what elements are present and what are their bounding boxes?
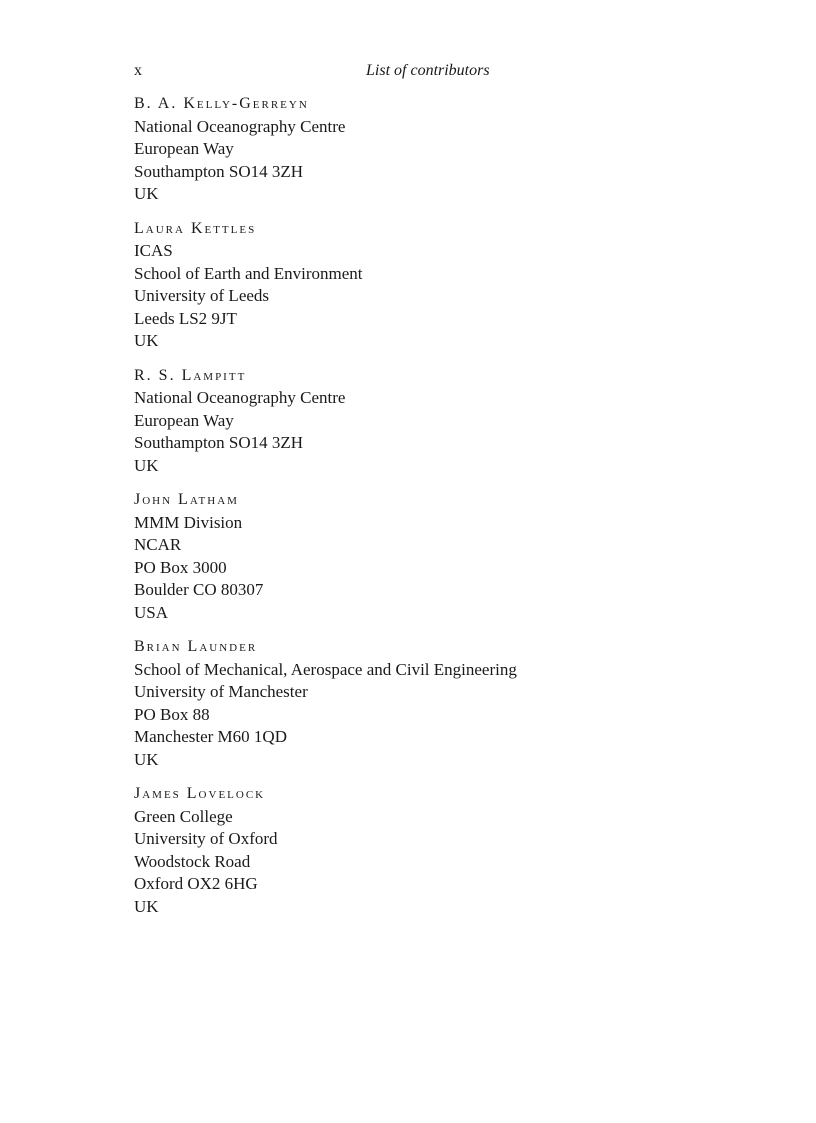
running-title: List of contributors (366, 62, 490, 79)
address-line: UK (134, 749, 159, 769)
contributor-list (134, 93, 694, 930)
address-line: School of Mechanical, Aerospace and Civil Engineering (134, 659, 517, 679)
address-line: National Oceanography Centre (134, 388, 346, 407)
address-line: NCAR (134, 535, 182, 554)
address-line: Southampton SO14 3ZH (134, 433, 304, 452)
address-line: Green College (134, 806, 233, 826)
address-line: UK (134, 455, 159, 475)
page-number: x (134, 62, 142, 79)
contributor-name: Brian Launder (134, 638, 258, 655)
address-line: PO Box 3000 (134, 557, 227, 577)
address-line: ICAS (134, 241, 173, 260)
address-line: University of Oxford (134, 829, 278, 848)
address-line: University of Leeds (134, 286, 270, 305)
contributor-entry (134, 783, 694, 918)
address-line: School of Earth and Environment (134, 263, 363, 283)
address-line: UK (134, 184, 159, 203)
address-line: Southampton SO14 3ZH (134, 161, 304, 181)
contributor-entry (134, 218, 694, 353)
address-line: Woodstock Road (134, 851, 251, 871)
contributor-name: Laura Kettles (134, 219, 257, 237)
contributor-name: James Lovelock (134, 785, 266, 802)
contributor-name: B. A. Kelly-Gerreyn (134, 95, 309, 112)
address-line: Oxford OX2 6HG (134, 874, 258, 893)
address-line: UK (134, 896, 159, 916)
address-line: National Oceanography Centre (134, 116, 346, 136)
contributor-entry (134, 93, 694, 206)
contributor-entry (134, 489, 694, 624)
address-line: Manchester M60 1QD (134, 727, 287, 746)
address-line: University of Manchester (134, 682, 308, 701)
address-line: UK (134, 331, 159, 350)
address-line: Leeds LS2 9JT (134, 308, 237, 328)
address-line: MMM Division (134, 512, 243, 532)
address-line: USA (134, 602, 169, 622)
address-line: Boulder CO 80307 (134, 580, 264, 599)
contributor-entry (134, 636, 694, 771)
running-head (134, 61, 674, 81)
address-line: European Way (134, 410, 234, 430)
contributor-entry (134, 365, 694, 478)
address-line: PO Box 88 (134, 704, 210, 724)
address-line: European Way (134, 139, 234, 158)
contributor-name: R. S. Lampitt (134, 366, 247, 384)
contributor-name: John Latham (134, 491, 239, 508)
